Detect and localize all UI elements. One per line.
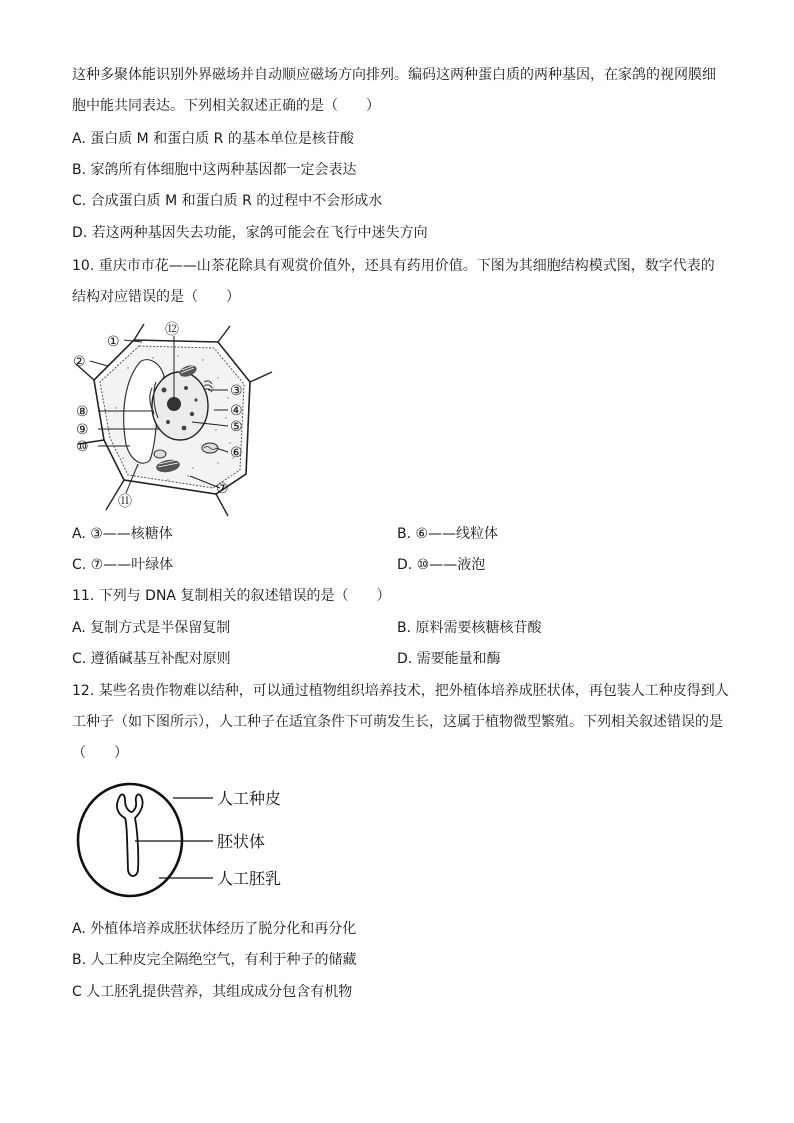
q11-option-d: D. 需要能量和酶: [397, 651, 501, 667]
label-11: ⑪: [118, 494, 132, 510]
q11-option-c: C. 遵循碱基互补配对原则: [72, 651, 231, 667]
q12-option-b: B. 人工种皮完全隔绝空气，有利于种子的储藏: [72, 952, 357, 968]
q12-stem-line1: 12. 某些名贵作物难以结种，可以通过植物组织培养技术，把外植体培养成胚状体，再包装人工种皮得到人: [72, 683, 729, 699]
q11-stem: 11. 下列与 DNA 复制相关的叙述错误的是（ ）: [72, 588, 391, 604]
q9-option-b: B. 家鸽所有体细胞中这两种基因都一定会表达: [72, 162, 357, 178]
label-4: ④: [230, 403, 243, 419]
label-12: ⑫: [165, 322, 179, 338]
mitochondrion-2: [154, 450, 166, 458]
label-1: ①: [107, 334, 120, 350]
label-2: ②: [73, 354, 86, 370]
q10-stem-line2: 结构对应错误的是（ ）: [72, 289, 240, 305]
q9-option-c: C. 合成蛋白质 M 和蛋白质 R 的过程中不会形成水: [72, 193, 383, 209]
q9-stem-line1: 这种多聚体能识别外界磁场并自动顺应磁场方向排列。编码这两种蛋白质的两种基因，在家鸽的视网膜细: [72, 67, 716, 83]
q10-stem-line1: 10. 重庆市市花——山茶花除具有观赏价值外，还具有药用价值。下图为其细胞结构模式图，数字代表的: [72, 258, 715, 274]
q9-option-d: D. 若这两种基因失去功能，家鸽可能会在飞行中迷失方向: [72, 225, 428, 241]
label-3: ③: [230, 383, 243, 399]
label-10: ⑩: [76, 439, 89, 455]
label-artificial-seed-coat: 人工种皮: [217, 789, 282, 808]
q10-option-b: B. ⑥——线粒体: [397, 526, 499, 542]
q10-option-d: D. ⑩——液泡: [397, 557, 486, 573]
label-6: ⑥: [230, 445, 243, 461]
q12-option-a: A. 外植体培养成胚状体经历了脱分化和再分化: [72, 921, 357, 937]
q12-stem-line3: （ ）: [72, 745, 128, 761]
label-artificial-endosperm: 人工胚乳: [217, 869, 282, 888]
q10-option-a: A. ③——核糖体: [72, 526, 173, 542]
artificial-seed-diagram: [75, 778, 315, 903]
q9-stem-line2: 胞中能共同表达。下列相关叙述正确的是（ ）: [72, 98, 380, 114]
q12-option-c: C 人工胚乳提供营养，其组成成分包含有机物: [72, 984, 353, 1000]
q11-option-a: A. 复制方式是半保留复制: [72, 620, 231, 636]
plant-cell-diagram: [68, 318, 283, 518]
label-8: ⑧: [76, 404, 89, 420]
q10-option-c: C. ⑦——叶绿体: [72, 557, 174, 573]
nucleolus: [167, 397, 181, 411]
q12-stem-line2: 工种子（如下图所示），人工种子在适宜条件下可萌发生长，这属于植物微型繁殖。下列相关叙述错误的是: [72, 714, 723, 730]
q9-option-a: A. 蛋白质 M 和蛋白质 R 的基本单位是核苷酸: [72, 131, 354, 147]
label-7: ⑦: [216, 481, 229, 497]
embryoid-shape: [117, 794, 143, 876]
q11-option-b: B. 原料需要核糖核苷酸: [397, 620, 542, 636]
label-9: ⑨: [76, 422, 89, 438]
label-5: ⑤: [230, 419, 243, 435]
label-embryoid: 胚状体: [217, 832, 266, 851]
seed-outline: [78, 784, 182, 896]
